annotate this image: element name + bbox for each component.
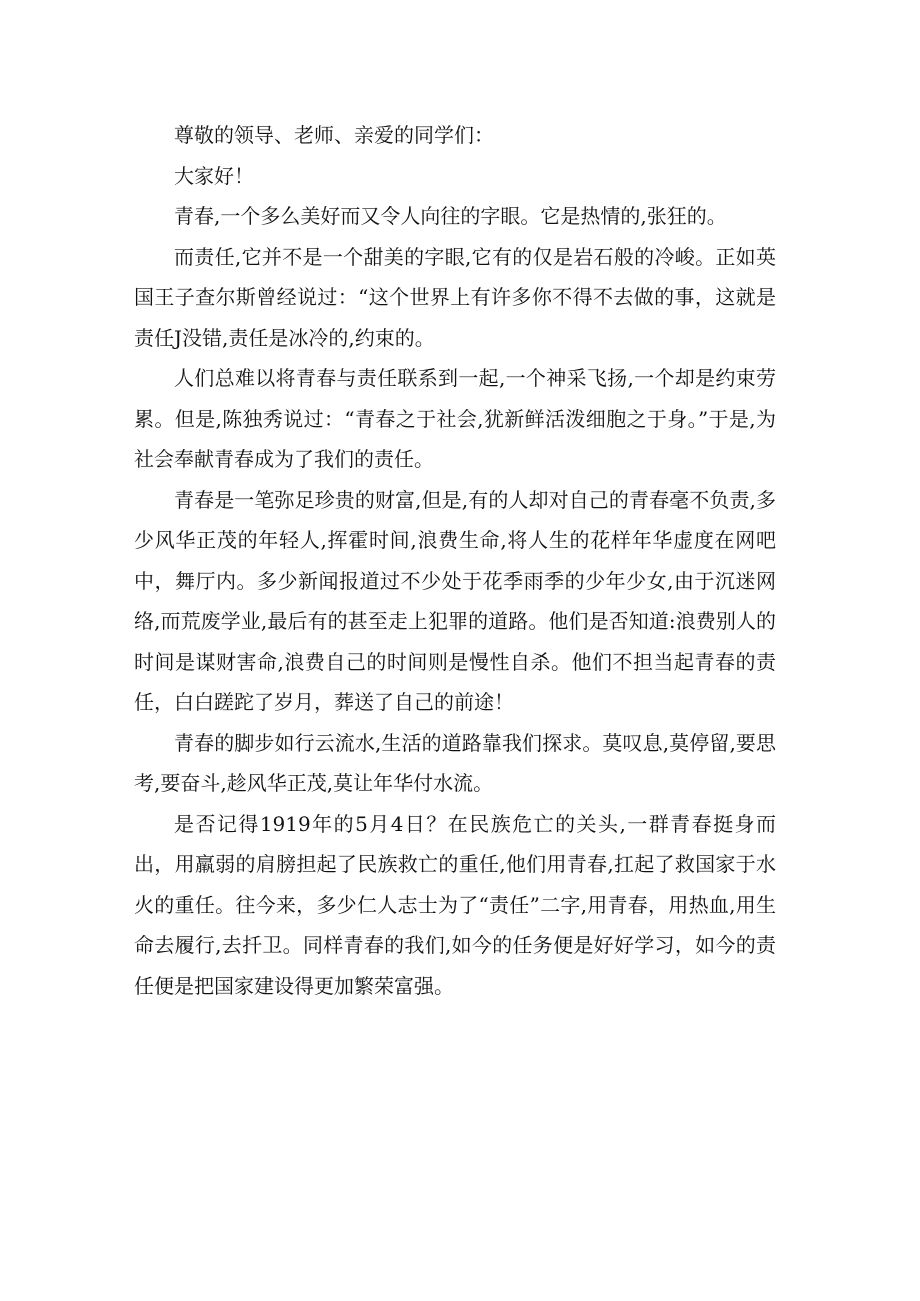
paragraph-4: 青春是一笔弥足珍贵的财富,但是,有的人却对自己的青春毫不负责,多少风华正茂的年轻人,挥霍时间,浪费生命,将人生的花样年华虚度在网吧中，舞厅内。多少新闻报道过不少处于花季雨季的少年少女,由于沉迷网络,而荒废学业,最后有的甚至走上犯罪的道路。他们是否知道:浪费别人的时间是谋财害命,浪费自己的时间则是慢性自杀。他们不担当起青春的责任，白白蹉跎了岁月，葬送了自己的前途！ bbox=[134, 487, 776, 714]
paragraph-6: 是否记得1919年的5月4日？在民族危亡的关头,一群青春挺身而出，用羸弱的肩膀担起了民族救亡的重任,他们用青春,扛起了救国家于水火的重任。往今来，多少仁人志士为了“责任”二字,用青春，用热血,用生命去履行,去扦卫。同样青春的我们,如今的任务便是好好学习，如今的责任便是把国家建设得更加繁荣富强。 bbox=[134, 811, 776, 998]
paragraph-1: 青春,一个多么美好而又令人向往的字眼。它是热情的,张狂的。 bbox=[174, 204, 727, 228]
paragraph-2: 而责任,它并不是一个甜美的字眼,它有的仅是岩石般的冷峻。正如英国王子查尔斯曾经说过：“这个世界上有许多你不得不去做的事，这就是责任J没错,责任是冰冷的,约束的。 bbox=[134, 244, 776, 350]
speech-body bbox=[134, 115, 776, 1006]
salutation: 尊敬的领导、老师、亲爱的同学们： bbox=[174, 123, 494, 147]
greeting: 大家好！ bbox=[174, 163, 254, 188]
paragraph-5: 青春的脚步如行云流水,生活的道路靠我们探求。莫叹息,莫停留,要思考,要奋斗,趁风华正茂,莫让年华付水流。 bbox=[134, 730, 776, 795]
paragraph-3: 人们总难以将青春与责任联系到一起,一个神采飞扬,一个却是约束劳累。但是,陈独秀说过：“青春之于社会,犹新鲜活泼细胞之于身。”于是,为社会奉献青春成为了我们的责任。 bbox=[134, 366, 776, 471]
